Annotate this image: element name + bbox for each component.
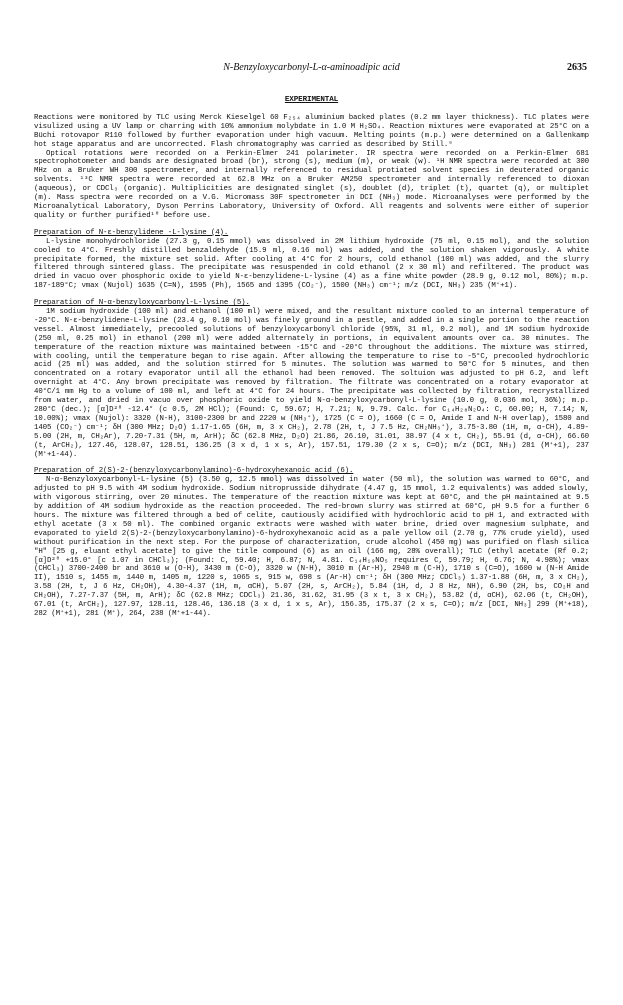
preparation-block-6: [34, 467, 589, 618]
preparation-block-5: [34, 299, 589, 459]
preparation-title: [34, 299, 589, 308]
preparation-title-text: Preparation of N-α-benzyloxycarbonyl-L-lysine: [34, 299, 229, 308]
preparation-title: [34, 229, 589, 238]
preparation-body: L-lysine monohydrochloride (27.3 g, 0.15 mmol) was dissolved in 2M lithium hydroxide (75 ml, 0.15 mol), and the solution cooled to 4°C. Freshly distilled benzaldehyde (15.9 ml, 0.16 mol) was added, and the solution shaken vigorously. A white precipitate formed, the mixture set solid. After cooling at 4°C for 2 hours, cold ethanol (100 ml) was added, and the slurry filtered through sintered glass. The precipitate was resuspended in cold ethanol (2 x 30 ml) and refiltered. The product was dried in vacuo over phosphoric oxide to yield N-ε-benzylidene-L-lysine (4) as a fine white powder (28.9 g, 0.12 mol, 80%); m.p. 187-189°C; νmax (Nujol) 1635 (C=N), 1595 (Ph), 1565 and 1395 (CO₂⁻), 1500 (NH₃) cm⁻¹; m/z (DCI, NH₃) 235 (M⁺+1).: [34, 237, 589, 291]
running-title: N-Benzyloxycarbonyl-L-α-aminoadipic acid: [223, 62, 400, 73]
preparation-block-4: [34, 229, 589, 291]
compound-number: (5).: [228, 299, 250, 308]
compound-number: (6).: [331, 467, 354, 476]
preparation-body: 1M sodium hydroxide (100 ml) and ethanol (100 ml) were mixed, and the resultant mixture cooled to an internal temperature of -20°C. N-ε-benzylidene-L-lysine (23.4 g, 0.10 mol) was finely ground in a pestle, and added in a single portion to the reaction vessel. Almost immediately, precooled solutions of benzyloxycarbonyl chloride (95%, 31 ml, 0.2 mol), and 1M sodium hydroxide (250 ml, 0.25 mol) in ethanol (200 ml) were added alternately in portions, in equivalent amounts over ca. 30 minutes. The temperature of the reaction mixture was maintained between -15°C and -20°C throughout the additions. The mixture was stirred, with cooling, until the temperature began to rise again. After allowing the temperature to rise to -5°C, precooled hydrochloric acid (25 ml) was added, and the solution stirred for 5 minutes. The solution was warmed to 50°C for 5 minutes, and then concentrated on a rotary evaporator until all the ethanol had been removed. The soltuion was adjusted to pH 6.2, and left overnight at 4°C. Any brown precipitate was removed by filtration. The filtrate was concentrated on a rotary evaporator at 40°C/1 mm Hg to a volume of 100 ml, and left at 4°C for 24 hours. The precipitate was collected by filtration, recrystallized from water, and dried in vacuo over phosphoric oxide to yield N-α-benzyloxycarbonyl-L-lysine (10.0 g, 0.036 mol, 36%); m.p. 280°C (dec.); [α]D²⁰ -12.4° (c 0.5, 2M HCl); (Found: C, 59.67; H, 7.21; N, 9.79. Calc. for C₁₄H₂₀N₂O₄: C, 60.00; H, 7.14; N, 10.00%); νmax (Nujol): 3320 (N-H), 3100-2300 br and 2220 w (NH₃⁺), 1725 (C = O), 1660 (C = O, Amide I and N-H overlap), 1580 and 1405 (CO₂⁻) cm⁻¹; δH (300 MHz; D₂O) 1.17-1.65 (6H, m, 3 x CH₂), 2.78 (2H, t, J 7.5 Hz, CH₂NH₃⁺), 3.75-3.80 (1H, m, α-CH), 4.89-5.00 (2H, m, CH₂Ar), 7.20-7.31 (5H, m, ArH); δC (62.8 MHz, D₂O) 21.86, 26.10, 31.01, 38.97 (4 x t, CH₂), 55.91 (d, α-CH), 66.60 (t, ArCH₂), 127.46, 128.07, 128.51, 136.25 (3 x d, 1 x s, Ar), 157.51, 179.30 (2 x s, C=O); m/z (DCI, NH₃) 281 (M⁺+1), 237 (M⁺+1-44).: [34, 308, 589, 459]
preparation-title-text: Preparation of 2(S)-2-(benzyloxycarbonylamino)-6-hydroxyhexanoic acid: [34, 467, 332, 476]
preparation-title-text: Preparation of N-ε-benzylidene -L-lysine: [34, 228, 207, 237]
preparation-title: [34, 467, 589, 476]
document-body: [34, 96, 589, 619]
general-methods-paragraph: Reactions were monitored by TLC using Merck Kieselgel 60 F₂₅₄ aluminium backed plates (0.2 mm layer thickness). TLC plates were visulized using a UV lamp or charring with 10% ammonium molybdate in 1.0 M H₂SO₄. Reaction mixtures were evaporated at 25°C on a Büchi rotovapor R110 followed by further evaporation under high vacuum. Melting points (m.p.) were determined on a Gallenkamp hot stage apparatus and are uncorrected. Flash chromatography was carried as described by Still.⁹: [34, 113, 589, 149]
instrumentation-paragraph: Optical rotations were recorded on a Perkin-Elmer 241 polarimeter. IR spectra were recorded on a Perkin-Elmer 681 spectrophotometer and bands are designated broad (br), strong (s), medium (m), or weak (w). ¹H NMR spectra were recorded at 300 MHz on a Bruker WH 300 spectrometer, and internally referenced to residual protiated solvent species in deuterated organic solvents. ¹³C NMR spectra were recorded at 62.8 MHz on a Bruker AM250 spectrometer and internally referenced to dioxan (aqueous), or CDCl₃ (organic). Multiplicities are designated singlet (s), doublet (d), triplet (t), quartet (q), or multiplet (m). Mass spectra were recorded on a V.G. Micromass 30F spectrometer in DCI (NH₃) mode. Microanalyses were performed by the Microanalytical Laboratory, Dyson Perrins Laboratory, University of Oxford. All reagents and solvents were either of superior quality or further purified¹⁰ before use.: [34, 149, 589, 220]
page-number: 2635: [567, 62, 587, 73]
preparation-body: N-α-Benzyloxycarbonyl-L-lysine (5) (3.50 g, 12.5 mmol) was dissolved in water (50 ml), the solution was warmed to 60°C, and adjusted to pH 9.5 with 4M sodium hydroxide. Sodium nitroprusside dihydrate (4.47 g, 15 mmol, 1.2 equivalents) was added slowly, with vigorous stirring, over 20 minutes. The temperature of the reaction mixture was kept at 60°C, and the pH maintained at 9.5 by addition of 4M sodium hydroxide as the reaction proceeded. The red-brown slurry was stirred at 60°C, pH 9.5 for a further 6 hours. The mixture was filtered through a bed of celite, cautiously acidified with hydrochloric acid to pH 1, and extracted with ethyl acetate (3 x 50 ml). The combined organic extracts were washed with water brine, dried over magnesium sulphate, and evaporated to yield 2(S)-2-(benzyloxycarbonylamino)-6-hydroxyhexanoic acid as a pale yellow oil (2.70 g, 77% crude yield), used without purification in the next step. For the purpose of characterization, crude alcohol (450 mg) was purified on flash silica "H" [25 g, eluant ethyl acetate] to give the title compound (6) as an oil (166 mg, 28% overall); TLC (ethyl acetate (Rf 0.2; [α]D²⁰ +15.0° [c 1.07 in CHCl₃); (Found: C, 59.40; H, 6.87; N, 4.81. C₁₄H₁₉NO₅ requires C, 59.79; H, 6.76; N, 4.98%); νmax (CHCl₃) 3700-2400 br and 3610 w (O-H), 3430 m (C-O), 3320 w (N-H), 3010 m (Ar-H), 2940 m (C-H), 1710 s (C=O), 1600 w (N-H Amide II), 1510 s, 1455 m, 1440 m, 1405 m, 1220 s, 1065 s, 915 w, 698 s (Ar-H) cm⁻¹; δH (300 MHz; CDCl₃) 1.37-1.88 (6H, m, 3 x CH₂), 3.58 (2H, t, J 6 Hz, CH₂OH), 4.30-4.37 (1H, m, αCH), 5.07 (2H, s, ArCH₂), 5.84 (1H, d, J 8 Hz, NH), 6.90 (2H, bs, CO₂H and CH₂OH), 7.27-7.37 (5H, m, ArH); δC (62.8 MHz; CDCl₃) 21.36, 31.62, 31.95 (3 x t, 3 x CH₂), 53.82 (d, αCH), 62.06 (t, CH₂OH), 67.01 (t, ArCH₂), 127.97, 128.11, 128.46, 136.18 (3 x d, 1 x s, Ar), 156.35, 175.37 (2 x s, C=O); m/z [DCI, NH₃] 299 (M⁺+18), 282 (M⁺+1), 281 (M⁺), 264, 238 (M⁺+1-44).: [34, 476, 589, 618]
compound-number: (4).: [206, 228, 229, 237]
section-heading-experimental: EXPERIMENTAL: [284, 96, 339, 104]
